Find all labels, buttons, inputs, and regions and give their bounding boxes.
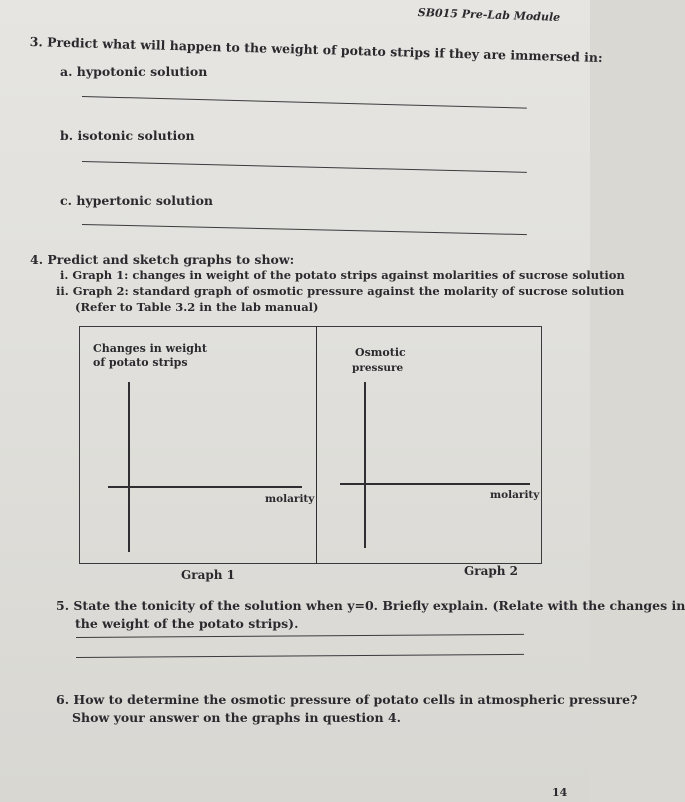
question-4-reference: (Refer to Table 3.2 in the lab manual) bbox=[75, 300, 319, 314]
question-4-i: i. Graph 1: changes in weight of the potato strips against molarities of sucrose solution bbox=[60, 268, 625, 282]
question-4-stem: 4. Predict and sketch graphs to show: bbox=[30, 252, 295, 267]
graph2-ylabel-line1: Osmotic bbox=[355, 346, 406, 359]
answer-line-3c bbox=[82, 224, 527, 235]
graph2-ylabel-line2: pressure bbox=[352, 362, 404, 374]
question-5-line2: the weight of the potato strips). bbox=[75, 616, 299, 631]
graph1-caption: Graph 1 bbox=[181, 568, 235, 582]
graph1-y-axis bbox=[128, 382, 130, 552]
question-3b: b. isotonic solution bbox=[60, 128, 195, 143]
graph2-y-axis bbox=[364, 382, 366, 548]
answer-line-3a bbox=[82, 96, 527, 109]
page-number: 14 bbox=[552, 786, 568, 799]
answer-line-3b bbox=[82, 161, 527, 173]
question-6-line1: 6. How to determine the osmotic pressure of potato cells in atmospheric pressure? bbox=[56, 692, 638, 707]
graph2-xlabel: molarity bbox=[490, 489, 540, 501]
graph1-ylabel-line1: Changes in weight bbox=[93, 342, 208, 355]
graph1-xlabel: molarity bbox=[265, 493, 315, 505]
graph-divider bbox=[316, 326, 317, 564]
answer-line-5a bbox=[76, 634, 524, 638]
answer-line-5b bbox=[76, 654, 524, 658]
question-6-line2: Show your answer on the graphs in question 4. bbox=[72, 710, 402, 725]
graph2-x-axis bbox=[340, 483, 530, 485]
question-3a: a. hypotonic solution bbox=[60, 64, 208, 79]
question-3c: c. hypertonic solution bbox=[60, 193, 214, 208]
question-5-line1: 5. State the tonicity of the solution when y=0. Briefly explain. (Relate with the changes in bbox=[56, 598, 685, 613]
module-header: SB015 Pre-Lab Module bbox=[417, 6, 561, 24]
graph1-x-axis bbox=[108, 486, 302, 488]
question-3-stem: 3. Predict what will happen to the weight of potato strips if they are immersed in: bbox=[29, 34, 603, 65]
graph2-caption: Graph 2 bbox=[464, 564, 518, 578]
graph1-ylabel-line2: of potato strips bbox=[93, 356, 188, 369]
question-4-ii: ii. Graph 2: standard graph of osmotic pressure against the molarity of sucrose solution bbox=[56, 284, 625, 298]
